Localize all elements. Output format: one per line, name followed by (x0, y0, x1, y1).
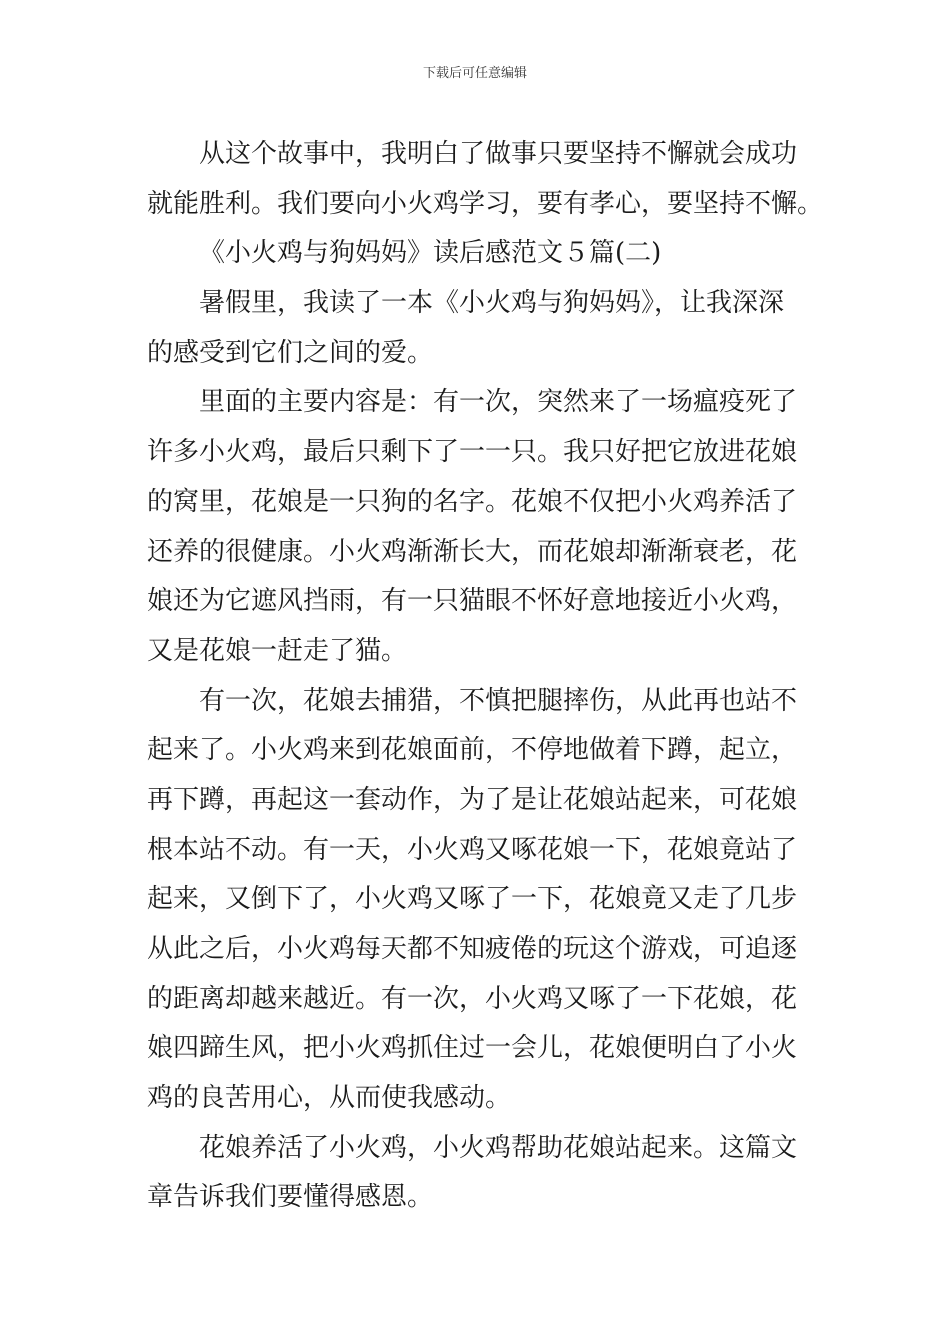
text-line: 暑假里，我读了一本《小火鸡与狗妈妈》，让我深深 (199, 288, 785, 319)
paragraph (147, 130, 824, 229)
text-line: 又是花娘一赶走了猫。 (147, 635, 408, 666)
text-line: 章告诉我们要懂得感恩。 (147, 1182, 434, 1213)
text-line: 根本站不动。有一天，小火鸡又啄花娘一下，花娘竟站了 (147, 834, 798, 865)
paragraph (147, 279, 807, 378)
page-header: 下载后可任意编辑 (422, 66, 527, 81)
text-line: 从这个故事中，我明白了做事只要坚持不懈就会成功 (199, 139, 798, 169)
text-line: 还养的很健康。小火鸡渐渐长大，而花娘却渐渐衰老，花 (147, 536, 798, 567)
text-line: 从此之后，小火鸡每天都不知疲倦的玩这个游戏，可追逐 (147, 934, 798, 964)
text-line: 的距离却越来越近。有一次，小火鸡又啄了一下花娘，花 (147, 983, 798, 1014)
section-title (147, 229, 807, 279)
paragraph (147, 1124, 807, 1223)
text-line: 娘四蹄生风，把小火鸡抓住过一会儿，花娘便明白了小火 (147, 1033, 798, 1064)
text-line: 再下蹲，再起这一套动作，为了是让花娘站起来，可花娘 (147, 784, 798, 815)
text-line: 《小火鸡与狗妈妈》读后感范文５篇(二) (199, 238, 662, 269)
text-line: 里面的主要内容是：有一次，突然来了一场瘟疫死了 (199, 387, 798, 418)
text-line: 花娘养活了小火鸡，小火鸡帮助花娘站起来。这篇文 (199, 1132, 798, 1163)
text-line: 起来了。小火鸡来到花娘面前，不停地做着下蹲，起立， (147, 735, 798, 766)
text-line: 鸡的良苦用心，从而使我感动。 (147, 1083, 512, 1114)
text-line: 许多小火鸡，最后只剩下了一一只。我只好把它放进花娘 (147, 437, 798, 468)
text-line: 的窝里，花娘是一只狗的名字。花娘不仅把小火鸡养活了 (147, 486, 798, 517)
text-line: 就能胜利。我们要向小火鸡学习，要有孝心，要坚持不懈。 (147, 188, 824, 219)
text-line: 有一次，花娘去捕猎，不慎把腿摔伤，从此再也站不 (199, 685, 798, 716)
paragraph (147, 677, 807, 1124)
paragraph (147, 378, 807, 676)
text-line: 起来，又倒下了，小火鸡又啄了一下，花娘竟又走了几步 (147, 884, 798, 915)
text-line: 娘还为它遮风挡雨，有一只猫眼不怀好意地接近小火鸡， (147, 586, 798, 617)
document-body (147, 130, 824, 1223)
text-line: 的感受到它们之间的爱。 (147, 337, 434, 368)
